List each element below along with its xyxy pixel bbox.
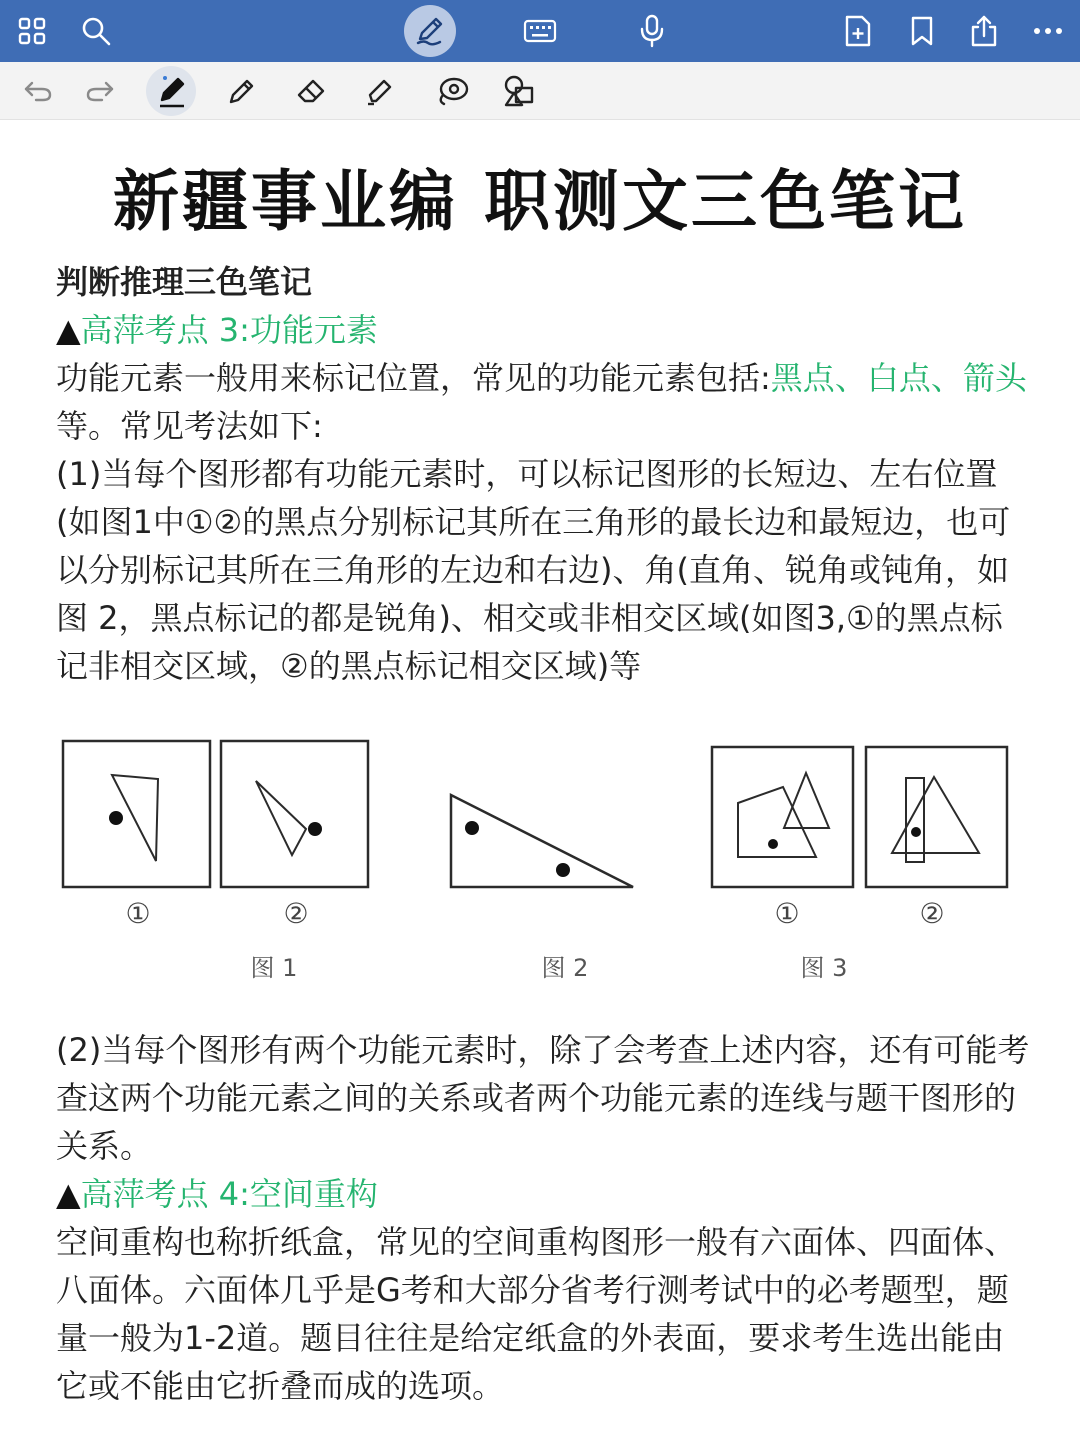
fig2-triangle: [451, 795, 633, 887]
share-icon[interactable]: [964, 0, 1004, 62]
fig3-dot-2: [911, 827, 921, 837]
figure-diagrams: [56, 725, 1026, 995]
fig3-label-2: ②: [919, 897, 945, 930]
fig3-box-1: [712, 747, 853, 887]
bookmark-icon[interactable]: [902, 0, 942, 62]
note-content-lower: [56, 1026, 1031, 1410]
fountain-pen-icon: [154, 72, 188, 110]
drawing-toolbar: [0, 62, 1080, 120]
section-heading: 判断推理三色笔记: [56, 263, 313, 301]
point-4-heading: ▲高萍考点 4:空间重构: [56, 1175, 378, 1213]
microphone-icon[interactable]: [632, 0, 672, 62]
lasso-icon[interactable]: [430, 62, 474, 120]
more-icon[interactable]: [1028, 0, 1068, 62]
fig1-label-2: ②: [283, 897, 309, 930]
fig3-label-1: ①: [774, 897, 800, 930]
eraser-icon[interactable]: [292, 62, 332, 120]
highlighter-icon[interactable]: [360, 62, 400, 120]
note-content-upper: [56, 258, 1031, 690]
paragraph-rule-2: (2)当每个图形有两个功能元素时，除了会考查上述内容，还有可能考查这两个功能元素之间的关系或者两个功能元素的连线与题干图形的关系。: [56, 1031, 1030, 1165]
keyboard-icon[interactable]: [520, 0, 560, 62]
pen-mode-button[interactable]: [404, 0, 456, 62]
figure-drawing: [56, 725, 1026, 995]
fig1-caption: 图 1: [250, 954, 298, 982]
shapes-icon[interactable]: [498, 62, 542, 120]
fig1-box-2: [221, 741, 368, 887]
fig3-triangle-1: [784, 773, 829, 828]
pen-mode-icon: [414, 15, 446, 47]
top-app-bar: [0, 0, 1080, 62]
fig2-dot-1: [465, 821, 479, 835]
fig2-caption: 图 2: [541, 954, 589, 982]
fig3-box-2: [866, 747, 1007, 887]
redo-icon[interactable]: [80, 62, 120, 120]
fig1-label-1: ①: [125, 897, 151, 930]
point-3-heading: ▲高萍考点 3:功能元素: [56, 311, 378, 349]
fig3-rectangle: [906, 778, 924, 862]
paragraph-spatial-reconstruction: 空间重构也称折纸盒，常见的空间重构图形一般有六面体、四面体、八面体。六面体几乎是G考和大部分省考行测考试中的必考题型，题量一般为1-2道。题目往往是给定纸盒的外表面，要求考生选出能由它或不能由它折叠而成的选项。: [56, 1223, 1017, 1405]
fig1-triangle-2: [256, 781, 306, 855]
fig1-dot-1: [109, 811, 123, 825]
paragraph-rule-1: (1)当每个图形都有功能元素时，可以标记图形的长短边、左右位置(如图1中①②的黑点分别标记其所在三角形的最长边和最短边，也可以分别标记其所在三角形的左边和右边)、角(直角、锐角或钝角，如图 2，黑点标记的都是锐角)、相交或非相交区域(如图3,①的黑点标记非相交区域，②的黑点标记相交区域)等: [56, 455, 1011, 685]
fig3-dot-1: [768, 839, 778, 849]
fountain-pen-tool[interactable]: [146, 62, 196, 120]
pencil-icon[interactable]: [222, 62, 262, 120]
grid-icon[interactable]: [12, 0, 52, 62]
fig2-dot-2: [556, 863, 570, 877]
add-page-icon[interactable]: [838, 0, 878, 62]
undo-icon[interactable]: [18, 62, 58, 120]
fig3-caption: 图 3: [800, 954, 848, 982]
search-icon[interactable]: [76, 0, 116, 62]
paragraph-function-elements: 功能元素一般用来标记位置，常见的功能元素包括:黑点、白点、箭头等。常见考法如下:: [56, 359, 1027, 445]
fig1-box-1: [63, 741, 210, 887]
fig1-dot-2: [308, 822, 322, 836]
page-title: 新疆事业编 职测文三色笔记: [113, 163, 967, 240]
